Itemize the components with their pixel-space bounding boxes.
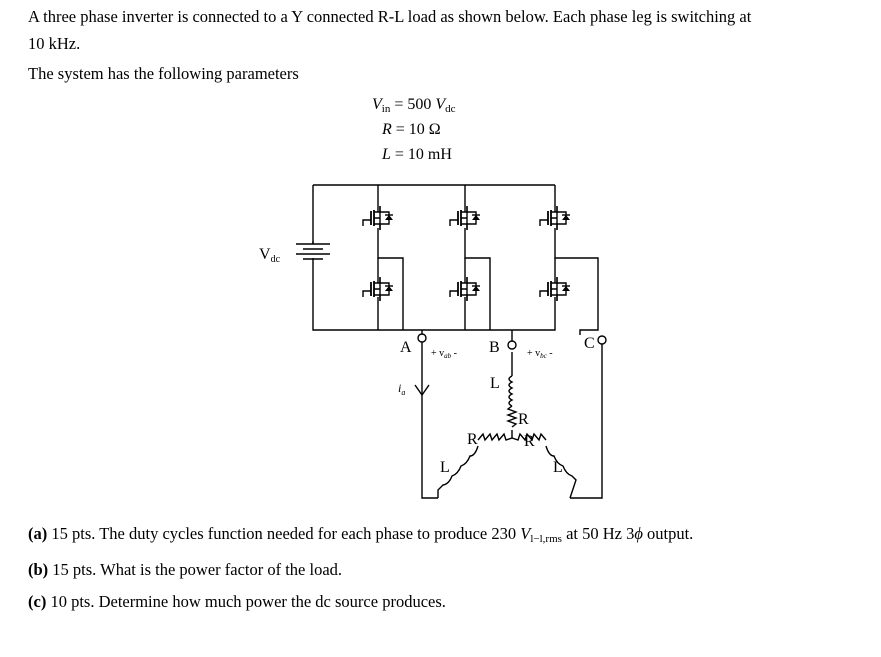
intro-line-3: The system has the following parameters (28, 64, 299, 83)
vab-label: + $v_{ab}$ - (431, 348, 457, 360)
resistor-b-label: R (518, 411, 529, 428)
question-a: (a) 15 pts. The duty cycles function needed for each phase to produce 230 $V_{l-l,rms}$ at 50 Hz 3ϕ output. (28, 524, 694, 545)
resistor-a-label: R (467, 431, 478, 448)
node-a-label: A (400, 339, 412, 356)
intro-line-1: A three phase inverter is connected to a Y connected R-L load as shown below. Each phase leg is switching at (28, 7, 752, 26)
node-b-label: B (489, 339, 500, 356)
question-c: (c) 10 pts. Determine how much power the dc source produces. (28, 592, 446, 611)
resistor-c-label: R (524, 433, 535, 450)
vdc-label: Vdc (259, 246, 281, 265)
intro-line-2: 10 kHz. (28, 34, 81, 53)
inductor-a-label: L (440, 459, 450, 476)
inductor-b-label: L (490, 375, 500, 392)
param-l: L = 10 mH (382, 146, 452, 163)
question-b: (b) 15 pts. What is the power factor of the load. (28, 560, 343, 579)
node-c-label: C (584, 335, 595, 352)
param-vin: $V_{in} = 500$ $V_{dc}$ (372, 96, 456, 115)
inductor-c-label: L (553, 459, 563, 476)
ia-label: $i_a$ (398, 381, 406, 397)
param-r: R = 10 Ω (382, 121, 441, 138)
vbc-label: + $v_{bc}$ - (527, 348, 553, 360)
